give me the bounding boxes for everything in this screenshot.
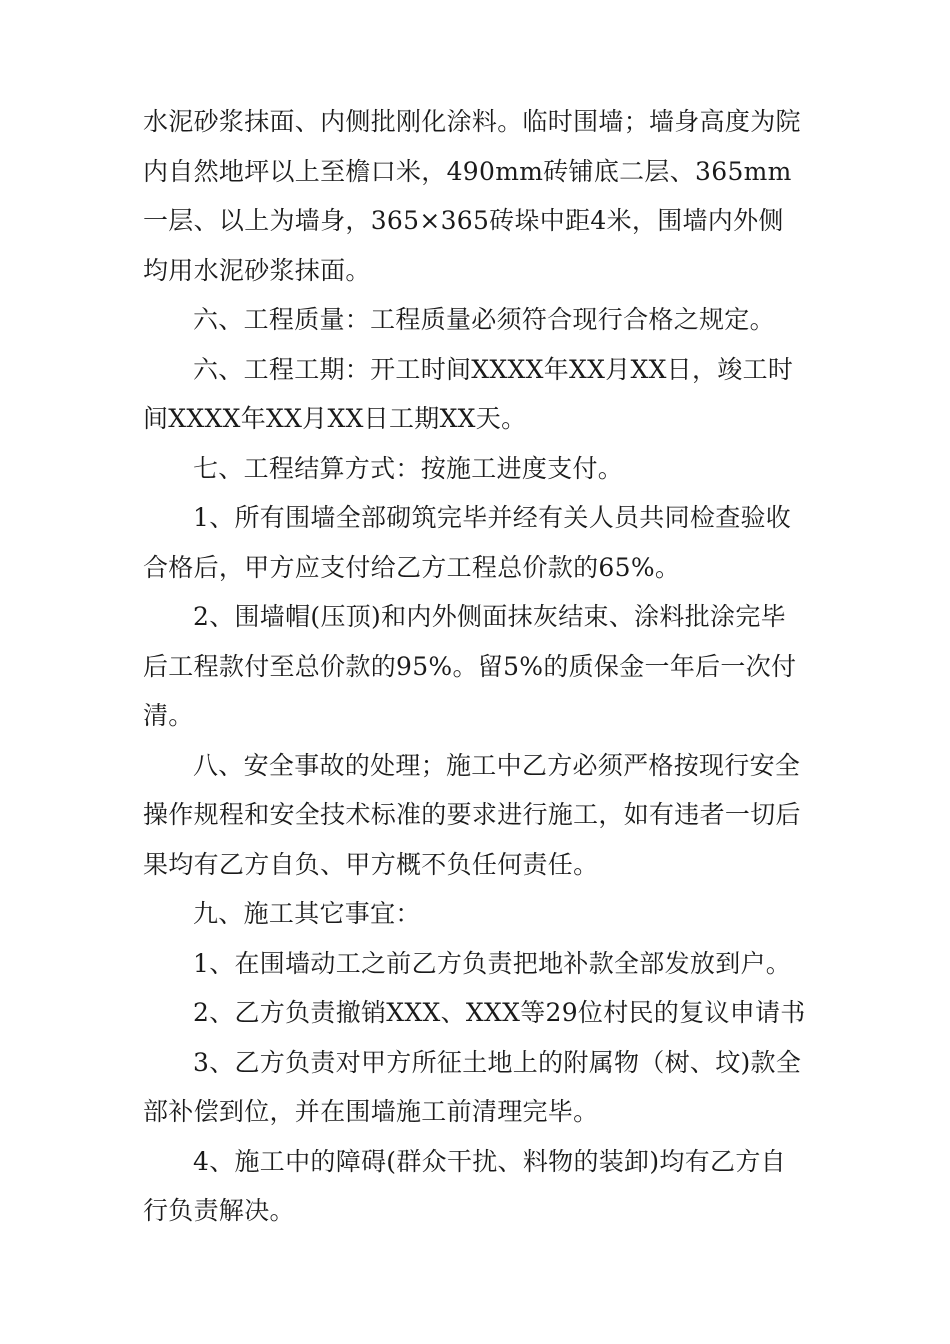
paragraph-other-item-3: 3、乙方负责对甲方所征土地上的附属物（树、坟)款全部补偿到位，并在围墙施工前清理完毕。: [143, 1047, 802, 1126]
document-body: [143, 97, 808, 1236]
paragraph-other-item-4: 4、施工中的障碍(群众干扰、料物的装卸)均有乙方自行负责解决。: [143, 1146, 786, 1225]
paragraph-settlement-item-2: 2、围墙帽(压顶)和内外侧面抹灰结束、涂料批涂完毕后工程款付至总价款的95%。留5%的质保金一年后一次付清。: [143, 602, 797, 730]
paragraph-other-matters-heading: 九、施工其它事宜：: [193, 899, 421, 928]
paragraph-other-item-1: 1、在围墙动工之前乙方负责把地补款全部发放到户。: [193, 948, 792, 978]
paragraph-other-item-2: 2、乙方负责撤销XXX、XXX等29位村民的复议申请书: [193, 998, 806, 1027]
paragraph-project-duration: 六、工程工期：开工时间XXXX年XX月XX日，竣工时间XXXX年XX月XX日工期XX天。: [143, 354, 794, 433]
paragraph-safety-accidents: 八、安全事故的处理；施工中乙方必须严格按现行安全操作规程和安全技术标准的要求进行施工，如有违者一切后果均有乙方自负、甲方概不负任何责任。: [143, 750, 801, 879]
paragraph-settlement-item-1: 1、所有围墙全部砌筑完毕并经有关人员共同检查验收合格后，甲方应支付给乙方工程总价款的65%。: [143, 503, 792, 582]
paragraph-project-quality: 六、工程质量：工程质量必须符合现行合格之规定。: [193, 305, 775, 334]
paragraph-settlement-method: 七、工程结算方式：按施工进度支付。: [193, 453, 624, 483]
paragraph-wall-construction: 水泥砂浆抹面、内侧批刚化涂料。临时围墙；墙身高度为院内自然地坪以上至檐口米，490mm砖铺底二层、365mm一层、以上为墙身，365×365砖垛中距4米，围墙内外侧均用水泥砂浆抹面。: [143, 107, 801, 285]
